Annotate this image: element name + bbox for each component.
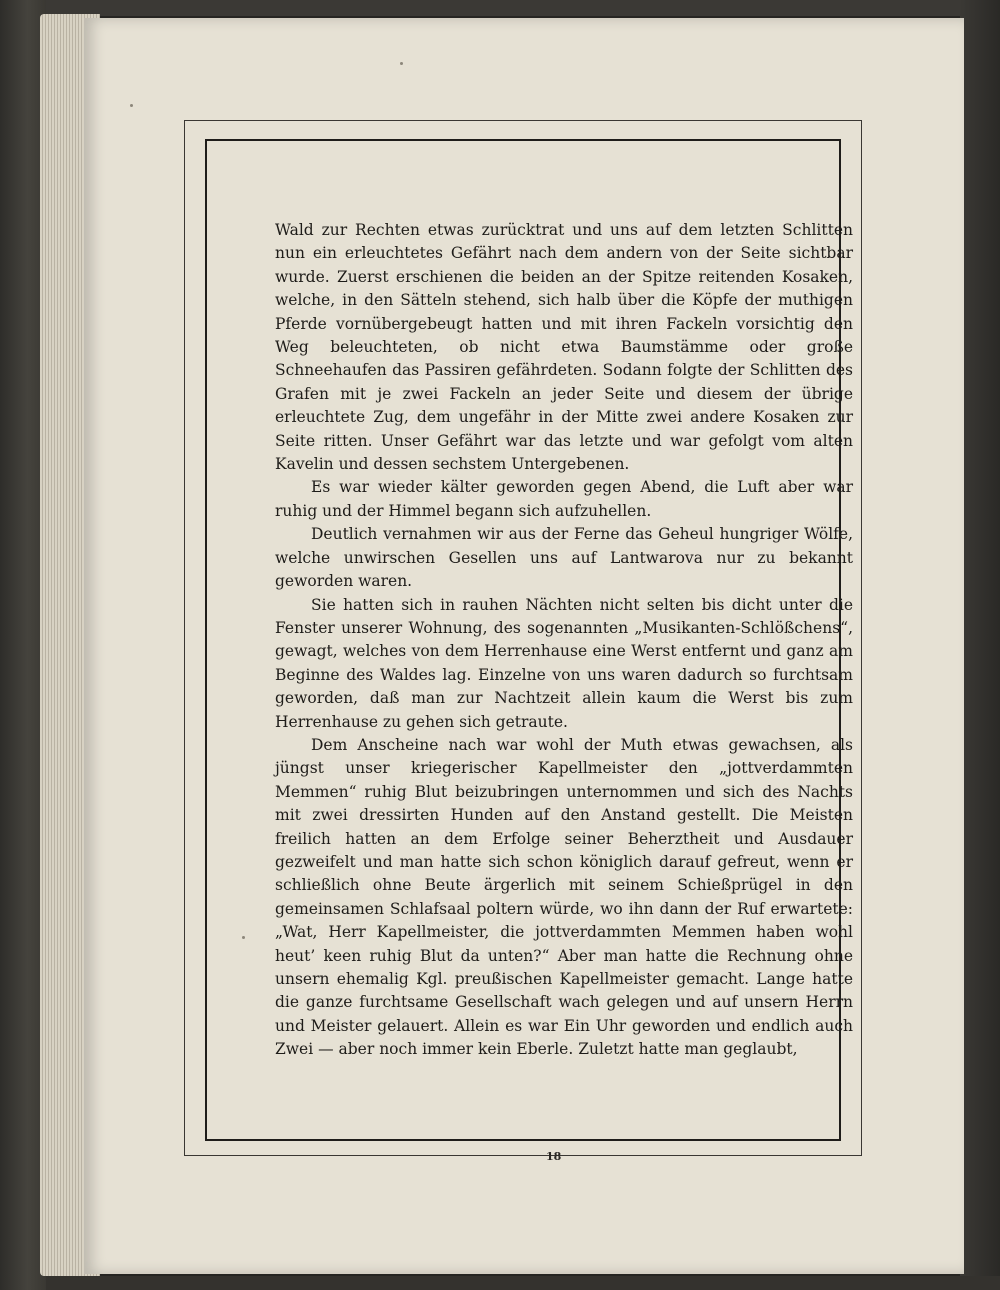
paper-speck [130, 104, 133, 107]
book-cover-top-edge [46, 0, 1000, 16]
book-cover-right-edge [960, 0, 1000, 1290]
book-cover-bottom-edge [46, 1276, 1000, 1290]
paragraph: Dem Anscheine nach war wohl der Muth etwas gewachsen, als jüngst unser kriegerischer Kapellmeister den „jottverdammten Memmen“ ruhig Blut beizubringen unternommen und sich des Nachts mit zwei dressirten Hunden auf den Anstand gestellt. Die Meisten freilich hatten an dem Erfolge seiner Beherztheit und Ausdauer gezweifelt und man hatte sich schon königlich darauf gefreut, wenn er schließlich ohne Beute ärgerlich mit seinem Schießprügel in den gemeinsamen Schlafsaal poltern würde, wo ihn dann der Ruf erwartete: „Wat, Herr Kapellmeister, die jottverdammten Memmen haben wohl heut’ keen ruhig Blut da unten?“ Aber man hatte die Rechnung ohne unsern ehemalig Kgl. preußischen Kapellmeister gemacht. Lange hatte die ganze furchtsame Gesellschaft wach gelegen und auf unsern Herrn und Meister gelauert. Allein es war Ein Uhr geworden und endlich auch Zwei — aber noch immer kein Eberle. Zuletzt hatte man geglaubt, [275, 735, 853, 1059]
paragraph: Deutlich vernahmen wir aus der Ferne das Geheul hungriger Wölfe, welche unwirschen Gesellen uns auf Lantwarova nur zu bekannt geworden waren. [275, 525, 853, 591]
paper-speck [400, 62, 403, 65]
page-number: 18 [546, 1150, 562, 1163]
book-page [84, 18, 964, 1274]
paragraph: Wald zur Rechten etwas zurücktrat und uns auf dem letzten Schlitten nun ein erleuchtetes Gefährt nach dem andern von der Seite sichtbar wurde. Zuerst erschienen die beiden an der Spitze reitenden Kosaken, welche, in den Sätteln stehend, sich halb über die Köpfe der muthigen Pferde vornübergebeugt hatten und mit ihren Fackeln vorsichtig den Weg beleuchteten, ob nicht etwa Baumstämme oder große Schneehaufen das Passiren gefährdeten. Sodann folgte der Schlitten des Grafen mit je zwei Fackeln an jeder Seite und diesem der übrige erleuchtete Zug, dem ungefähr in der Mitte zwei andere Kosaken zur Seite ritten. Unser Gefährt war das letzte und war gefolgt vom alten Kavelin und dessen sechstem Untergebenen. [275, 221, 853, 474]
paragraph: Sie hatten sich in rauhen Nächten nicht selten bis dicht unter die Fenster unserer Wohnung, des sogenannten „Musikanten-Schlößchens“, gewagt, welches von dem Herrenhause eine Werst entfernt und ganz am Beginne des Waldes lag. Einzelne von uns waren dadurch so furchtsam geworden, daß man zur Nachtzeit allein kaum die Werst bis zum Herrenhause zu gehen sich getraute. [275, 595, 853, 731]
body-text [275, 219, 853, 1062]
paper-speck [242, 936, 245, 939]
paragraph: Es war wieder kälter geworden gegen Abend, die Luft aber war ruhig und der Himmel begann sich aufzuhellen. [275, 478, 853, 520]
